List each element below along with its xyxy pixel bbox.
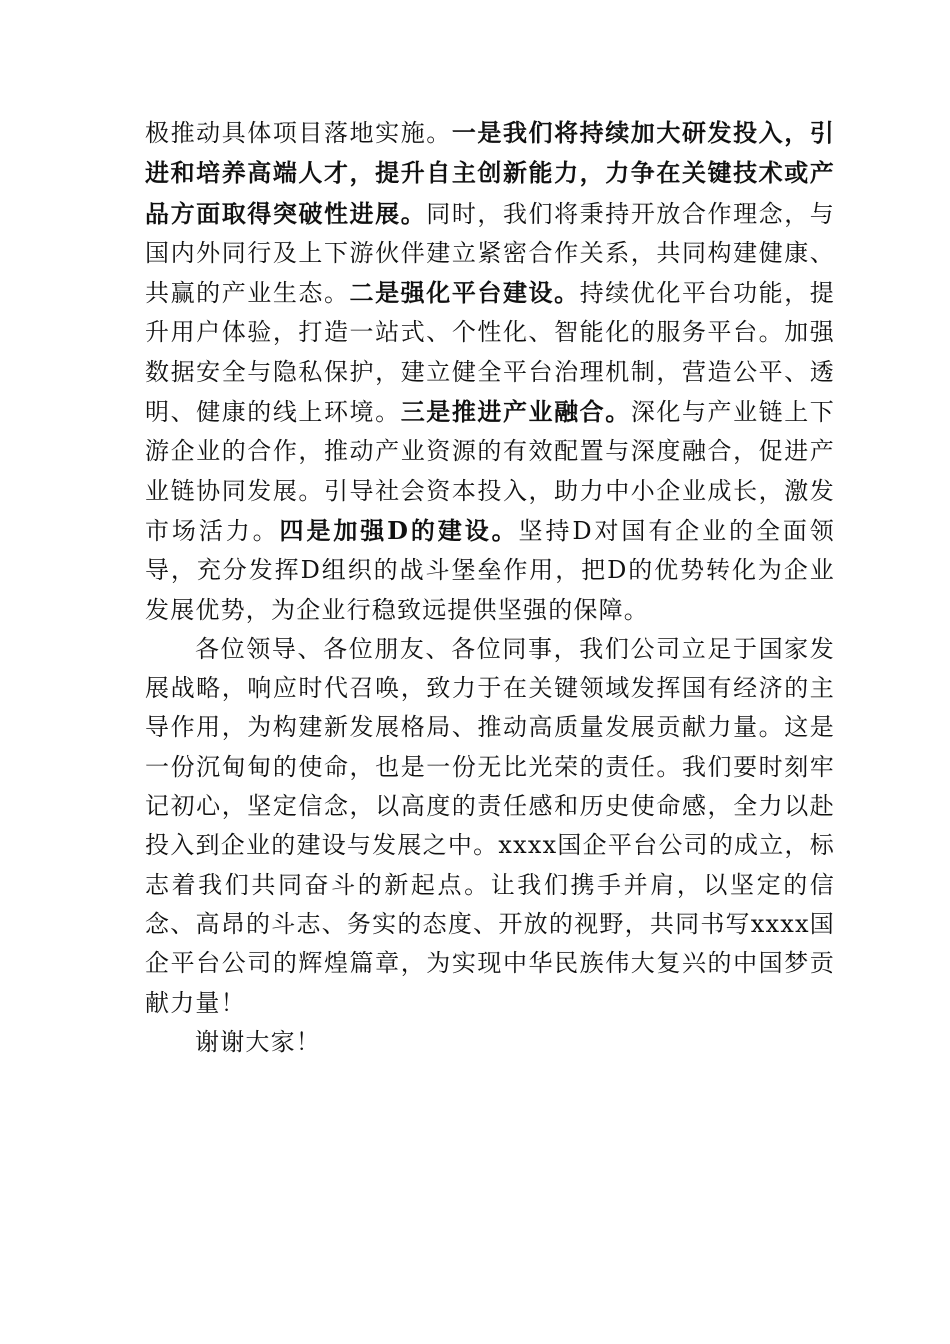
paragraph-thanks <box>145 1023 835 1062</box>
run-text: 持续优化平台功能，提升用户体验，打造一站式、个性化、智能化的服务平台。加强数据安全与隐私保护，建立健全平台治理机制，营造公平、透明、健康的线上环境。 <box>145 279 835 427</box>
run-text: 深化与产业链上下游企业的合作，推动产业资源的有效配置与深度融合，促进产业链协同发展。引导社会资本投入，助力中小企业成长，激发市场活力。 <box>145 398 835 545</box>
run-bold-text: 三是推进产业融合。 <box>400 397 631 427</box>
paragraph-initiatives <box>145 113 835 630</box>
paragraph-closing-address <box>145 630 835 1023</box>
run-text: 谢谢大家！ <box>195 1027 321 1056</box>
document-body <box>145 113 835 1062</box>
run-bold-text: 一是我们将持续加大研发投入，引进和培养高端人才，提升自主创新能力，力争在关键技术或产品方面取得突破性进展。 <box>145 118 835 228</box>
run-text: 坚持D对国有企业的全面领导，充分发挥D组织的战斗堡垒作用，把D的优势转化为企业发展优势，为企业行稳致远提供坚强的保障。 <box>145 516 835 624</box>
run-text: 同时，我们将秉持开放合作理念，与国内外同行及上下游伙伴建立紧密合作关系，共同构建健康、共赢的产业生态。 <box>145 199 835 308</box>
run-bold-text: 二是强化平台建设。 <box>349 278 580 308</box>
run-text: 各位领导、各位朋友、各位同事，我们公司立足于国家发展战略，响应时代召唤，致力于在关键领域发挥国有经济的主导作用，为构建新发展格局、推动高质量发展贡献力量。这是一份沉甸甸的使命，也是一份无比光荣的责任。我们要时刻牢记初心，坚定信念，以高度的责任感和历史使命感，全力以赴投入到企业的建设与发展之中。xxxx国企平台公司的成立，标志着我们共同奋斗的新起点。让我们携手并肩，以坚定的信念、高昂的斗志、务实的态度、开放的视野，共同书写xxxx国企平台公司的辉煌篇章，为实现中华民族伟大复兴的中国梦贡献力量！ <box>145 634 835 1017</box>
run-bold-text: 四是加强D的建设。 <box>279 515 519 545</box>
run-text: 极推动具体项目落地实施。 <box>145 119 452 147</box>
